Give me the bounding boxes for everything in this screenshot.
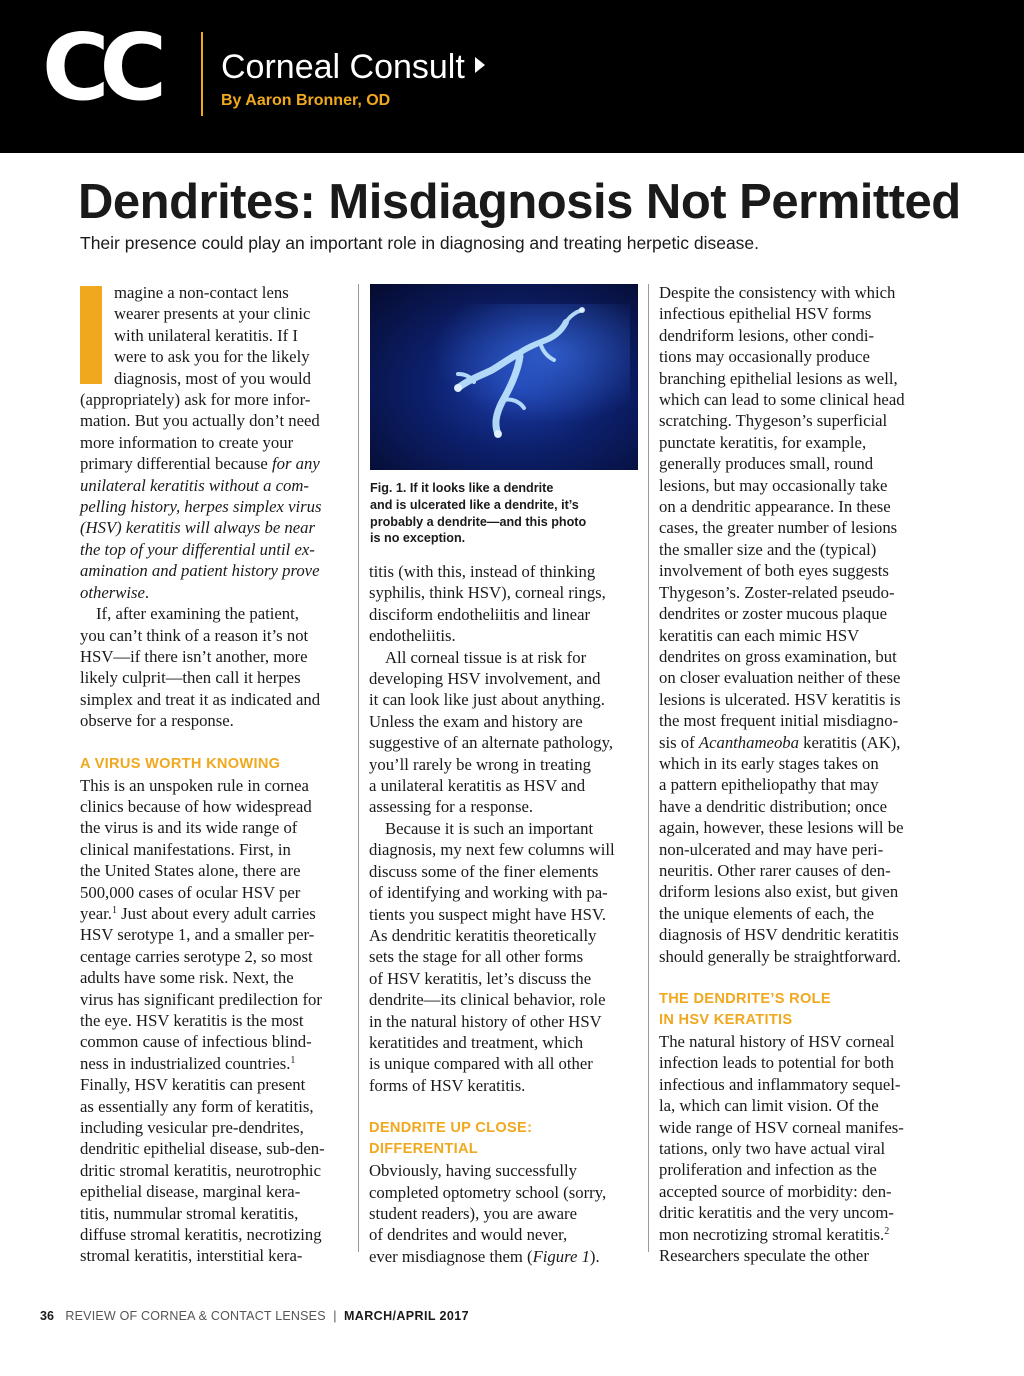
caption-line: Fig. 1. If it looks like a dendrite: [370, 481, 554, 495]
text-line: [369, 1160, 639, 1181]
text-line: [80, 1160, 348, 1181]
text-run: have a dendritic distribution; once: [659, 796, 887, 816]
text-line: [659, 1031, 931, 1052]
footer-separator: |: [333, 1309, 337, 1323]
text-run: keratitis (AK),: [798, 732, 901, 752]
text-run: This is an unspoken rule in cornea: [80, 775, 309, 795]
italic-run: amination and patient history prove: [80, 561, 320, 581]
italic-run: (HSV) keratitis will always be near: [80, 518, 315, 538]
text-line: [80, 1117, 348, 1138]
text-run: which can lead to some clinical head: [659, 390, 905, 410]
text-line: [659, 625, 931, 646]
text-run: sis of: [659, 732, 699, 752]
text-line: [369, 946, 639, 967]
text-run: dritic stromal keratitis, neurotrophic: [80, 1160, 321, 1180]
dendrite-lesion-graphic: [370, 284, 638, 470]
italic-run: Figure 1: [532, 1246, 590, 1266]
text-run: the virus is and its wide range of: [80, 818, 298, 838]
text-line: [369, 647, 639, 668]
text-line: [369, 754, 639, 775]
section-heading: A VIRUS WORTH KNOWING: [80, 755, 281, 772]
italic-run: pelling history, herpes simplex virus: [80, 497, 322, 517]
text-run: dritic keratitis and the very uncom-: [659, 1203, 894, 1223]
text-run: including vesicular pre-dendrites,: [80, 1118, 304, 1138]
text-run: developing HSV involvement, and: [369, 669, 601, 689]
text-line: [369, 668, 639, 689]
text-run: forms of HSV keratitis.: [369, 1075, 526, 1095]
byline: By Aaron Bronner, OD: [221, 92, 391, 109]
text-run: la, which can limit vision. Of the: [659, 1096, 879, 1116]
text-line: [80, 517, 348, 538]
text-run: of dendrites and would never,: [369, 1225, 568, 1245]
figure-1-caption: [370, 480, 638, 547]
text-run: wide range of HSV corneal manifes-: [659, 1117, 904, 1137]
text-line: [80, 924, 348, 945]
text-run: as essentially any form of keratitis,: [80, 1096, 314, 1116]
text-run: the most frequent initial misdiagno-: [659, 711, 899, 731]
text-run: common cause of infectious blind-: [80, 1032, 312, 1052]
column-divider: [358, 284, 359, 1252]
text-line: [659, 432, 931, 453]
text-run: you’ll rarely be wrong in treating: [369, 754, 591, 774]
text-run: infectious and inflammatory sequel-: [659, 1074, 901, 1094]
text-line: [369, 1182, 639, 1203]
column-name-text: Corneal Consult: [221, 48, 465, 86]
text-line: [369, 989, 639, 1010]
text-line: [659, 475, 931, 496]
text-run: infection leads to potential for both: [659, 1053, 894, 1073]
text-run: simplex and treat it as indicated and: [80, 689, 321, 709]
text-line: [369, 689, 639, 710]
text-line: [80, 817, 348, 838]
text-line: [80, 453, 348, 474]
text-line: [80, 1053, 348, 1074]
text-run: infectious epithelial HSV forms: [659, 304, 872, 324]
text-run: If, after examining the patient,: [96, 604, 299, 624]
text-line: [369, 604, 639, 625]
text-line: [80, 1224, 348, 1245]
article-column-3: [659, 282, 931, 1266]
figure-1-image: [370, 284, 638, 470]
text-line: [659, 839, 931, 860]
text-run: Thygeson’s. Zoster-related pseudo-: [659, 582, 895, 602]
text-run: titis, nummular stromal keratitis,: [80, 1203, 299, 1223]
text-run: neuritis. Other rarer causes of den-: [659, 860, 891, 880]
text-line: [80, 796, 348, 817]
text-line: [80, 860, 348, 881]
text-line: [659, 368, 931, 389]
text-run: the smaller size and the (typical): [659, 539, 877, 559]
text-run: tients you suspect might have HSV.: [369, 904, 607, 924]
page-number: 36: [40, 1309, 54, 1323]
text-line: [80, 1031, 348, 1052]
text-run: clinical manifestations. First, in: [80, 839, 291, 859]
text-run: you can’t think of a reason it’s not: [80, 625, 309, 645]
text-run: suggestive of an alternate pathology,: [369, 733, 614, 753]
text-line: [659, 903, 931, 924]
text-run: year.: [80, 903, 112, 923]
text-run: ever misdiagnose them (: [369, 1246, 533, 1266]
text-line: [369, 1075, 639, 1096]
text-line: [659, 860, 931, 881]
page-footer: [40, 1309, 469, 1323]
text-line: [659, 796, 931, 817]
text-line: [80, 325, 348, 346]
text-line: [659, 389, 931, 410]
text-line: [80, 582, 348, 603]
text-line: [659, 881, 931, 902]
text-line: [369, 839, 639, 860]
text-line: [80, 432, 348, 453]
text-run: likely culprit—then call it herpes: [80, 668, 301, 688]
cc-logo: CC: [42, 14, 158, 121]
text-run: dendrite—its clinical behavior, role: [369, 990, 606, 1010]
text-line: [369, 1011, 639, 1032]
text-line: [369, 1032, 639, 1053]
text-line: [80, 1074, 348, 1095]
text-run: dendrites or zoster mucous plaque: [659, 604, 887, 624]
text-run: HSV—if there isn’t another, more: [80, 646, 308, 666]
text-run: proliferation and infection as the: [659, 1160, 877, 1180]
header-band: [0, 0, 1024, 153]
text-line: [80, 967, 348, 988]
text-line: [80, 1096, 348, 1117]
text-run: cases, the greater number of lesions: [659, 518, 898, 538]
article-title: Dendrites: Misdiagnosis Not Permitted: [78, 175, 961, 229]
text-line: [80, 539, 348, 560]
italic-run: for any: [271, 454, 320, 474]
text-run: Because it is such an important: [385, 818, 594, 838]
text-run: the United States alone, there are: [80, 861, 301, 881]
text-run: 500,000 cases of ocular HSV per: [80, 882, 301, 902]
text-run: tions may occasionally produce: [659, 347, 870, 367]
text-run: ness in industrialized countries.: [80, 1053, 291, 1073]
section-heading: IN HSV KERATITIS: [659, 1012, 793, 1028]
text-run: of identifying and working with pa-: [369, 883, 608, 903]
text-run: (appropriately) ask for more infor-: [80, 390, 311, 410]
article-column-2: [369, 561, 639, 1267]
text-run: mon necrotizing stromal keratitis.: [659, 1224, 885, 1244]
text-line: [369, 818, 639, 839]
text-run: syphilis, think HSV), corneal rings,: [369, 583, 606, 603]
text-run: involvement of both eyes suggests: [659, 561, 889, 581]
caption-line: and is ulcerated like a dendrite, it’s: [370, 497, 579, 512]
italic-run: otherwise: [80, 582, 145, 602]
text-line: [80, 1010, 348, 1031]
text-run: All corneal tissue is at risk for: [385, 647, 587, 667]
text-line: [659, 817, 931, 838]
text-line: [80, 710, 348, 731]
text-line: [80, 389, 348, 410]
text-run: stromal keratitis, interstitial kera-: [80, 1246, 303, 1266]
text-run: diffuse stromal keratitis, necrotizing: [80, 1225, 322, 1245]
column-name: [221, 50, 485, 84]
header-divider: [201, 32, 203, 116]
text-run: keratitis can each mimic HSV: [659, 625, 860, 645]
text-line: [80, 560, 348, 581]
text-line: [659, 946, 931, 967]
reference-superscript: 1: [290, 1054, 296, 1066]
text-line: [659, 732, 931, 753]
publication-name: REVIEW OF CORNEA & CONTACT LENSES: [65, 1309, 326, 1323]
text-line: [659, 517, 931, 538]
text-run: completed optometry school (sorry,: [369, 1182, 607, 1202]
article-deck: Their presence could play an important role in diagnosing and treating herpetic disease.: [80, 233, 760, 253]
text-run: it can look like just about anything.: [369, 690, 605, 710]
caption-line: is no exception.: [370, 531, 466, 546]
text-run: assessing for a response.: [369, 797, 534, 817]
text-line: [659, 303, 931, 324]
text-run: a pattern epitheliopathy that may: [659, 775, 879, 795]
text-line: [659, 1224, 931, 1245]
text-line: [369, 796, 639, 817]
text-line: [80, 410, 348, 431]
reference-superscript: 1: [111, 904, 117, 916]
text-line: [659, 603, 931, 624]
text-run: the eye. HSV keratitis is the most: [80, 1011, 304, 1030]
text-run: observe for a response.: [80, 711, 234, 731]
reference-superscript: 2: [884, 1225, 890, 1237]
text-line: [80, 775, 348, 796]
text-run: primary differential because: [80, 454, 272, 474]
column-divider: [648, 284, 649, 1252]
text-line: [80, 989, 348, 1010]
text-line: [369, 711, 639, 732]
text-line: [80, 839, 348, 860]
text-line: [369, 904, 639, 925]
article-column-1: [80, 282, 348, 1267]
text-run: with unilateral keratitis. If I: [114, 325, 298, 345]
text-run: wearer presents at your clinic: [114, 304, 311, 324]
text-line: [659, 1202, 931, 1223]
text-run: clinics because of how widespread: [80, 796, 312, 816]
text-run: dendrites on gross examination, but: [659, 646, 897, 666]
text-run: adults have some risk. Next, the: [80, 968, 294, 988]
text-run: were to ask you for the likely: [114, 347, 310, 367]
text-line: [80, 475, 348, 496]
text-line: [659, 1245, 931, 1266]
text-line: [659, 710, 931, 731]
text-line: [80, 946, 348, 967]
paragraph-gap: [369, 1096, 639, 1118]
text-run: Despite the consistency with which: [659, 283, 896, 302]
text-run: again, however, these lesions will be: [659, 818, 904, 838]
text-run: branching epithelial lesions as well,: [659, 368, 898, 388]
text-line: [659, 689, 931, 710]
text-line: [80, 282, 348, 303]
text-run: titis (with this, instead of thinking: [369, 562, 596, 581]
text-line: [80, 625, 348, 646]
text-run: accepted source of morbidity: den-: [659, 1181, 892, 1201]
text-run: mation. But you actually don’t need: [80, 411, 320, 431]
text-run: As dendritic keratitis theoretically: [369, 925, 597, 945]
text-run: diagnosis of HSV dendritic keratitis: [659, 925, 899, 945]
text-line: [369, 1224, 639, 1245]
text-line: [80, 882, 348, 903]
text-run: Researchers speculate the other: [659, 1246, 869, 1266]
text-run: of HSV keratitis, let’s discuss the: [369, 968, 592, 988]
text-line: [369, 582, 639, 603]
section-heading: THE DENDRITE’S ROLE: [659, 991, 831, 1007]
text-line: [80, 689, 348, 710]
text-run: virus has significant predilection for: [80, 989, 322, 1009]
text-run: which in its early stages takes on: [659, 753, 879, 773]
text-run: lesions, but may occasionally take: [659, 475, 888, 495]
section-heading: DIFFERENTIAL: [369, 1141, 478, 1158]
text-run: epithelial disease, marginal kera-: [80, 1182, 301, 1202]
text-run: dendriform lesions, other condi-: [659, 325, 875, 345]
text-line: [80, 1203, 348, 1224]
text-run: diagnosis, most of you would: [114, 368, 312, 388]
text-run: on closer evaluation neither of these: [659, 668, 901, 688]
text-run: in the natural history of other HSV: [369, 1011, 602, 1031]
text-line: [80, 496, 348, 517]
text-line: [659, 924, 931, 945]
text-run: is unique compared with all other: [369, 1054, 593, 1074]
text-line: [80, 903, 348, 924]
text-run: the unique elements of each, the: [659, 903, 874, 923]
text-line: [659, 282, 931, 303]
paragraph-gap: [659, 967, 931, 989]
text-line: [659, 496, 931, 517]
text-line: [659, 582, 931, 603]
text-run: on a dendritic appearance. In these: [659, 497, 891, 517]
text-run: punctate keratitis, for example,: [659, 432, 867, 452]
text-line: [369, 1203, 639, 1224]
text-run: non-ulcerated and may have peri-: [659, 839, 884, 859]
text-run: The natural history of HSV corneal: [659, 1032, 895, 1051]
text-line: [369, 625, 639, 646]
paragraph-gap: [80, 732, 348, 754]
text-line: [369, 1246, 639, 1267]
text-run: ).: [589, 1246, 600, 1266]
italic-run: unilateral keratitis without a com-: [80, 475, 309, 495]
text-run: driform lesions also exist, but given: [659, 882, 899, 902]
triangle-arrow-icon: [475, 57, 485, 73]
text-run: magine a non-contact lens: [114, 283, 289, 302]
caption-line: probably a dendrite—and this photo: [370, 514, 587, 529]
text-run: more information to create your: [80, 432, 294, 452]
text-line: [659, 667, 931, 688]
text-line: [659, 453, 931, 474]
text-line: [659, 1138, 931, 1159]
text-line: [369, 882, 639, 903]
section-heading: DENDRITE UP CLOSE:: [369, 1120, 533, 1137]
text-run: Unless the exam and history are: [369, 711, 583, 731]
text-line: [659, 1159, 931, 1180]
text-line: [80, 303, 348, 324]
text-run: Just about every adult carries: [116, 903, 316, 923]
text-line: [80, 1181, 348, 1202]
text-line: [659, 1181, 931, 1202]
text-line: [659, 1052, 931, 1073]
italic-run: Acanthameoba: [698, 732, 799, 752]
text-line: [369, 925, 639, 946]
text-run: tations, only two have actual viral: [659, 1139, 886, 1159]
text-line: [659, 646, 931, 667]
text-line: [80, 646, 348, 667]
text-line: [369, 968, 639, 989]
text-line: [659, 539, 931, 560]
text-run: lesions is ulcerated. HSV keratitis is: [659, 689, 901, 709]
text-run: endotheliitis.: [369, 626, 456, 646]
text-run: Obviously, having successfully: [369, 1161, 577, 1181]
text-line: [80, 346, 348, 367]
text-line: [80, 667, 348, 688]
text-run: keratitides and treatment, which: [369, 1032, 584, 1052]
text-run: disciform endotheliitis and linear: [369, 604, 591, 624]
text-line: [369, 561, 639, 582]
text-line: [369, 775, 639, 796]
text-line: [80, 368, 348, 389]
text-run: sets the stage for all other forms: [369, 947, 584, 967]
text-run: should generally be straightforward.: [659, 946, 901, 966]
text-run: scratching. Thygeson’s superficial: [659, 411, 888, 431]
text-run: generally produces small, round: [659, 454, 874, 474]
text-line: [659, 1074, 931, 1095]
text-line: [659, 1117, 931, 1138]
text-line: [659, 346, 931, 367]
text-line: [369, 732, 639, 753]
issue-date: MARCH/APRIL 2017: [343, 1309, 469, 1323]
text-run: dendritic epithelial disease, sub-den-: [80, 1139, 325, 1159]
text-run: a unilateral keratitis as HSV and: [369, 776, 586, 796]
text-run: discuss some of the finer elements: [369, 861, 599, 881]
text-run: HSV serotype 1, and a smaller per-: [80, 925, 315, 945]
text-line: [80, 1138, 348, 1159]
text-run: diagnosis, my next few columns will: [369, 840, 615, 860]
text-run: centage carries serotype 2, so most: [80, 946, 313, 966]
text-line: [659, 560, 931, 581]
text-line: [659, 410, 931, 431]
italic-run: the top of your differential until ex-: [80, 539, 315, 559]
text-run: student readers), you are aware: [369, 1203, 578, 1223]
text-line: [659, 325, 931, 346]
text-run: .: [144, 582, 150, 602]
text-line: [659, 774, 931, 795]
text-line: [369, 861, 639, 882]
text-line: [369, 1053, 639, 1074]
text-line: [659, 1095, 931, 1116]
text-line: [80, 1245, 348, 1266]
text-line: [659, 753, 931, 774]
text-line: [80, 603, 348, 624]
text-run: Finally, HSV keratitis can present: [80, 1075, 306, 1095]
